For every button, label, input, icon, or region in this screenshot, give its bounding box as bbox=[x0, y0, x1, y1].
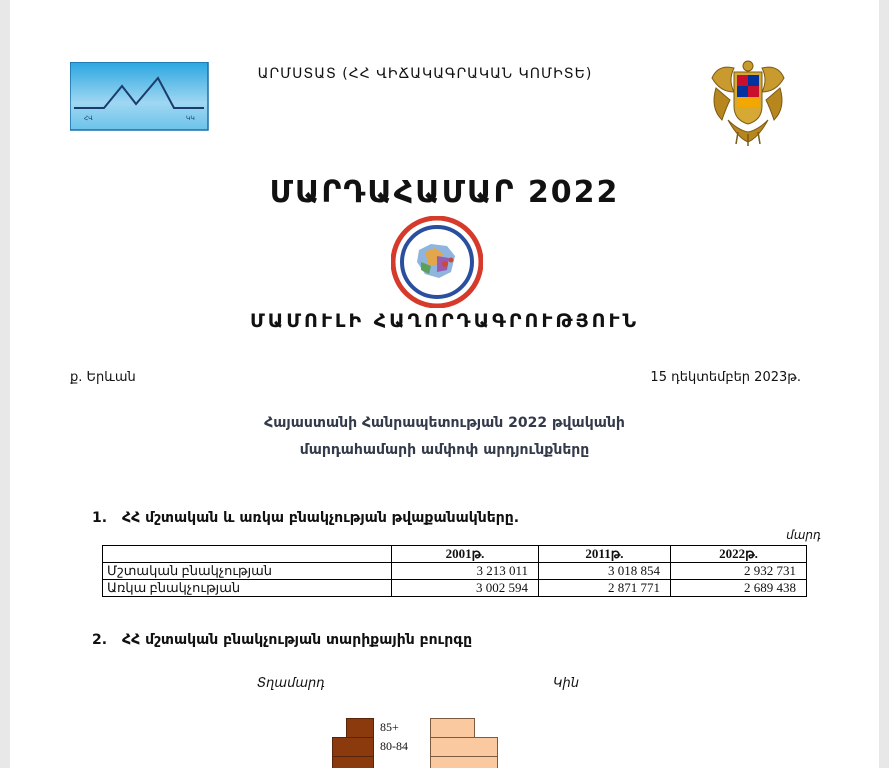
subtitle-line-2: մարդահամարի ամփոփ արդյունքները bbox=[299, 442, 590, 458]
male-bar-85-plus bbox=[346, 718, 374, 738]
age-label: 80-84 bbox=[380, 739, 408, 753]
female-bar-85-plus bbox=[430, 718, 475, 738]
table-cell: 2 932 731 bbox=[671, 563, 807, 580]
table-row bbox=[103, 580, 807, 597]
female-label: Կին bbox=[553, 676, 579, 691]
coat-of-arms-icon bbox=[708, 58, 788, 146]
release-place: ք. Երևան bbox=[70, 370, 136, 385]
row-label: Մշտական բնակչության bbox=[103, 563, 392, 580]
male-bar-75-79 bbox=[332, 756, 374, 768]
row-label: Առկա բնակչության bbox=[103, 580, 392, 597]
table-header-row bbox=[103, 546, 807, 563]
table-cell: 3 213 011 bbox=[392, 563, 539, 580]
armstat-logo bbox=[70, 62, 210, 132]
release-date: 15 դեկտեմբեր 2023թ. bbox=[650, 370, 801, 385]
logo-text-right: ԿԿ bbox=[186, 115, 195, 122]
logo-text-left: ՀՎ bbox=[84, 115, 93, 122]
census-logo bbox=[391, 216, 483, 308]
section-2-title: ՀՀ մշտական բնակչության տարիքային բուրգը bbox=[122, 632, 473, 648]
section-1-heading bbox=[92, 510, 519, 526]
section-1-number: 1. bbox=[92, 510, 108, 526]
release-subtitle bbox=[10, 410, 879, 464]
table-header-cell: 2001թ. bbox=[392, 546, 539, 563]
male-bar-80-84 bbox=[332, 737, 374, 757]
table-header-cell: 2011թ. bbox=[539, 546, 671, 563]
age-label: 85+ bbox=[380, 720, 399, 734]
press-release-title: ՄԱՄՈՒԼԻ ՀԱՂՈՐԴԱԳՐՈՒԹՅՈՒՆ bbox=[249, 310, 640, 332]
table-row bbox=[103, 563, 807, 580]
organization-name: ԱՐՄՍՏԱՏ (ՀՀ ՎԻՃԱԿԱԳՐԱԿԱՆ ԿՈՄԻՏԵ) bbox=[257, 66, 593, 82]
section-2-number: 2. bbox=[92, 632, 108, 648]
population-table bbox=[102, 545, 807, 597]
table-cell: 2 871 771 bbox=[539, 580, 671, 597]
female-bar-80-84 bbox=[430, 737, 498, 757]
document-page bbox=[10, 0, 879, 768]
table-cell: 3 018 854 bbox=[539, 563, 671, 580]
subtitle-line-1: Հայաստանի Հանրապետության 2022 թվականի bbox=[264, 415, 625, 431]
table-header-cell bbox=[103, 546, 392, 563]
female-bar-75-79 bbox=[430, 756, 498, 768]
table-unit: մարդ bbox=[786, 528, 821, 542]
section-2-heading bbox=[92, 632, 472, 648]
table-header-cell: 2022թ. bbox=[671, 546, 807, 563]
male-label: Տղամարդ bbox=[257, 676, 325, 691]
section-1-title: ՀՀ մշտական և առկա բնակչության թվաքանակները. bbox=[122, 510, 520, 526]
table-cell: 3 002 594 bbox=[392, 580, 539, 597]
table-cell: 2 689 438 bbox=[671, 580, 807, 597]
page-title: ՄԱՐԴԱՀԱՄԱՐ 2022 bbox=[269, 175, 620, 210]
